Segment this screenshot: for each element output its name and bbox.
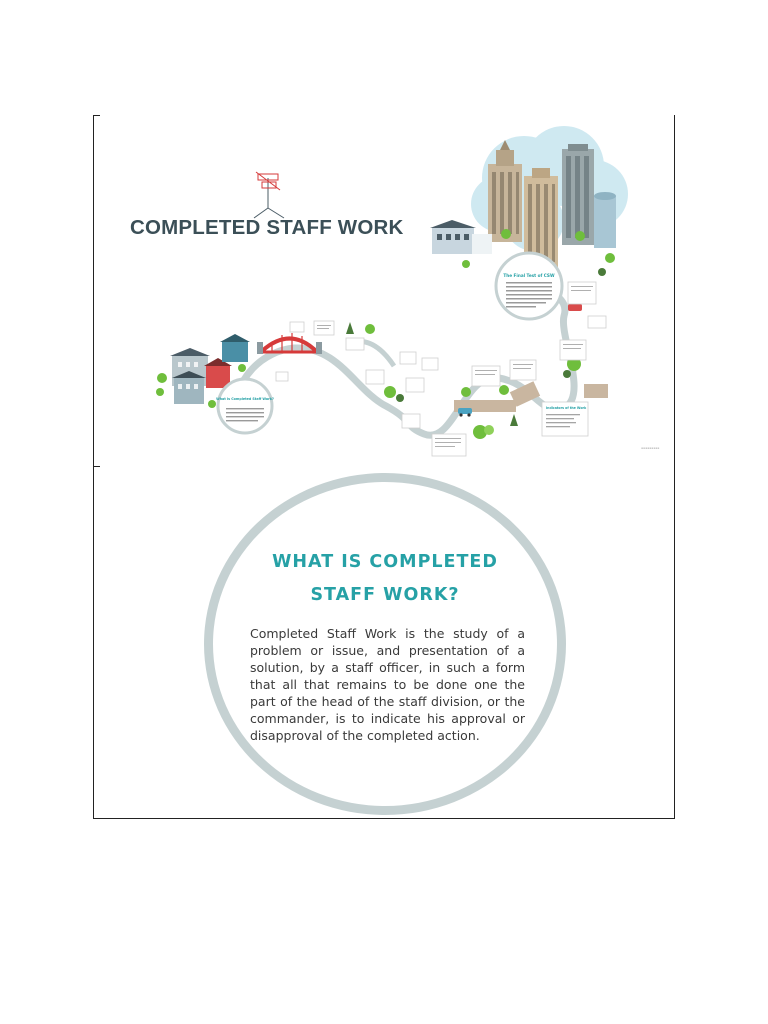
heading-line-1: WHAT IS COMPLETED — [272, 552, 498, 572]
frame-tick — [93, 466, 100, 467]
overview-slide — [94, 116, 674, 466]
card-final-test-title: The Final Test of CSW — [503, 273, 555, 278]
slide-title: COMPLETED STAFF WORK — [130, 216, 404, 239]
watermark: ▪▪▪▪▪▪▪▪▪ — [641, 446, 660, 450]
red-bridge — [257, 333, 322, 354]
radio-tower — [254, 172, 284, 218]
card-what-is-csw-title: What is Completed Staff Work? — [216, 397, 274, 401]
frame-left-edge — [93, 466, 94, 819]
card-indicators-title: Indicators of the Work — [546, 406, 587, 410]
heading-line-2: STAFF WORK? — [310, 585, 460, 605]
definition-heading — [213, 546, 557, 612]
car — [458, 408, 472, 417]
bus — [568, 304, 582, 311]
definition-body: Completed Staff Work is the study of a problem or issue, and presentation of a solution, by a staff officer, in such a form that all that remains to be done one the part of the head of the staff division, or the commander, is to indicate his approval or disapproval of the completed action. — [250, 626, 525, 743]
city-map-illustration — [94, 116, 674, 466]
card-what-is-csw — [216, 379, 274, 433]
card-final-test — [496, 253, 562, 319]
card-indicators — [542, 402, 588, 436]
definition-circle — [204, 473, 566, 815]
